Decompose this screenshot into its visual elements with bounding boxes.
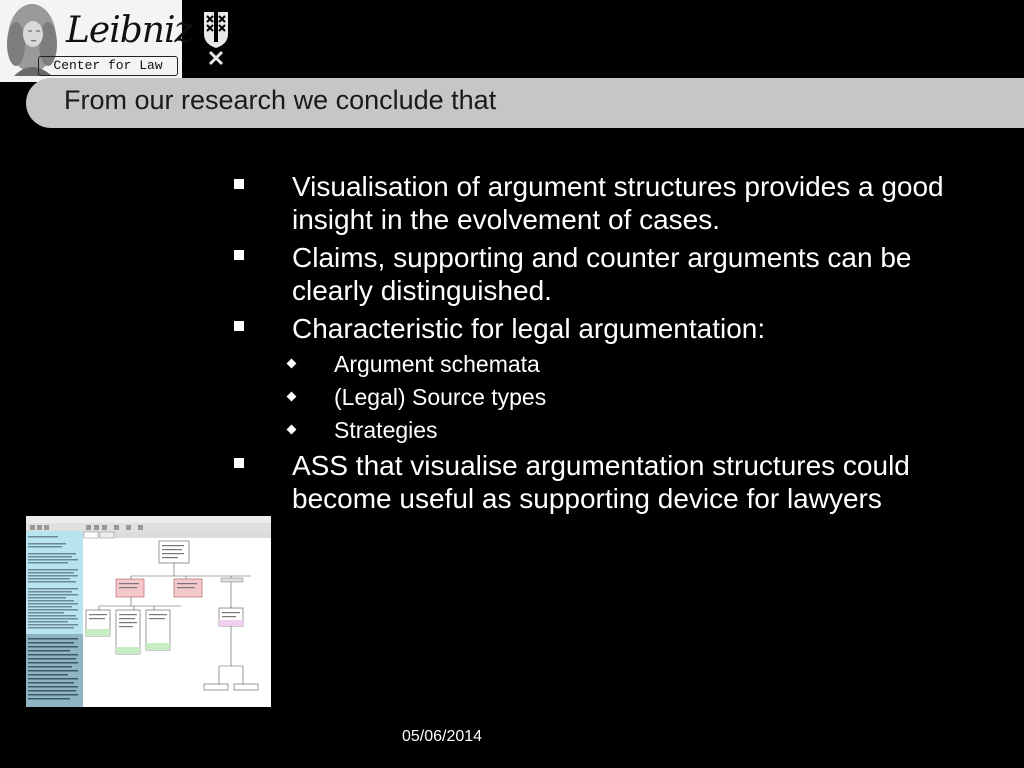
logo-subtitle: Center for Law <box>38 56 178 76</box>
leibniz-logo <box>0 0 193 82</box>
bullet-text: Claims, supporting and counter arguments can be clearly distinguished. <box>292 242 912 306</box>
argument-diagram-icon <box>26 516 271 707</box>
square-bullet-icon <box>234 458 244 468</box>
diamond-bullet-icon <box>287 425 297 435</box>
bullet-item <box>232 241 992 307</box>
argument-tool-screenshot <box>26 516 271 707</box>
slide-title: From our research we conclude that <box>64 85 497 115</box>
bullet-item <box>232 312 992 345</box>
bullet-item <box>232 170 992 236</box>
bullet-text: Characteristic for legal argumentation: <box>292 313 766 344</box>
sub-bullet-text: Argument schemata <box>334 351 540 377</box>
square-bullet-icon <box>234 179 244 189</box>
bullet-item <box>232 449 992 515</box>
logo-wordmark: Leibniz <box>66 10 193 51</box>
sub-bullet-item <box>232 416 992 445</box>
diamond-bullet-icon <box>287 392 297 402</box>
footer-date: 05/06/2014 <box>402 728 483 745</box>
square-bullet-icon <box>234 321 244 331</box>
bullet-list <box>232 170 992 520</box>
bullet-text: Visualisation of argument structures provides a good insight in the evolvement of cases. <box>292 171 944 235</box>
square-bullet-icon <box>234 250 244 260</box>
sub-bullet-text: (Legal) Source types <box>334 384 547 410</box>
sub-bullet-item <box>232 383 992 412</box>
diamond-bullet-icon <box>287 359 297 369</box>
bullet-text: ASS that visualise argumentation structures could become useful as supporting device for lawyers <box>292 450 910 514</box>
sub-bullet-text: Strategies <box>334 417 438 443</box>
uva-emblem-icon <box>202 12 230 70</box>
sub-bullet-item <box>232 350 992 379</box>
